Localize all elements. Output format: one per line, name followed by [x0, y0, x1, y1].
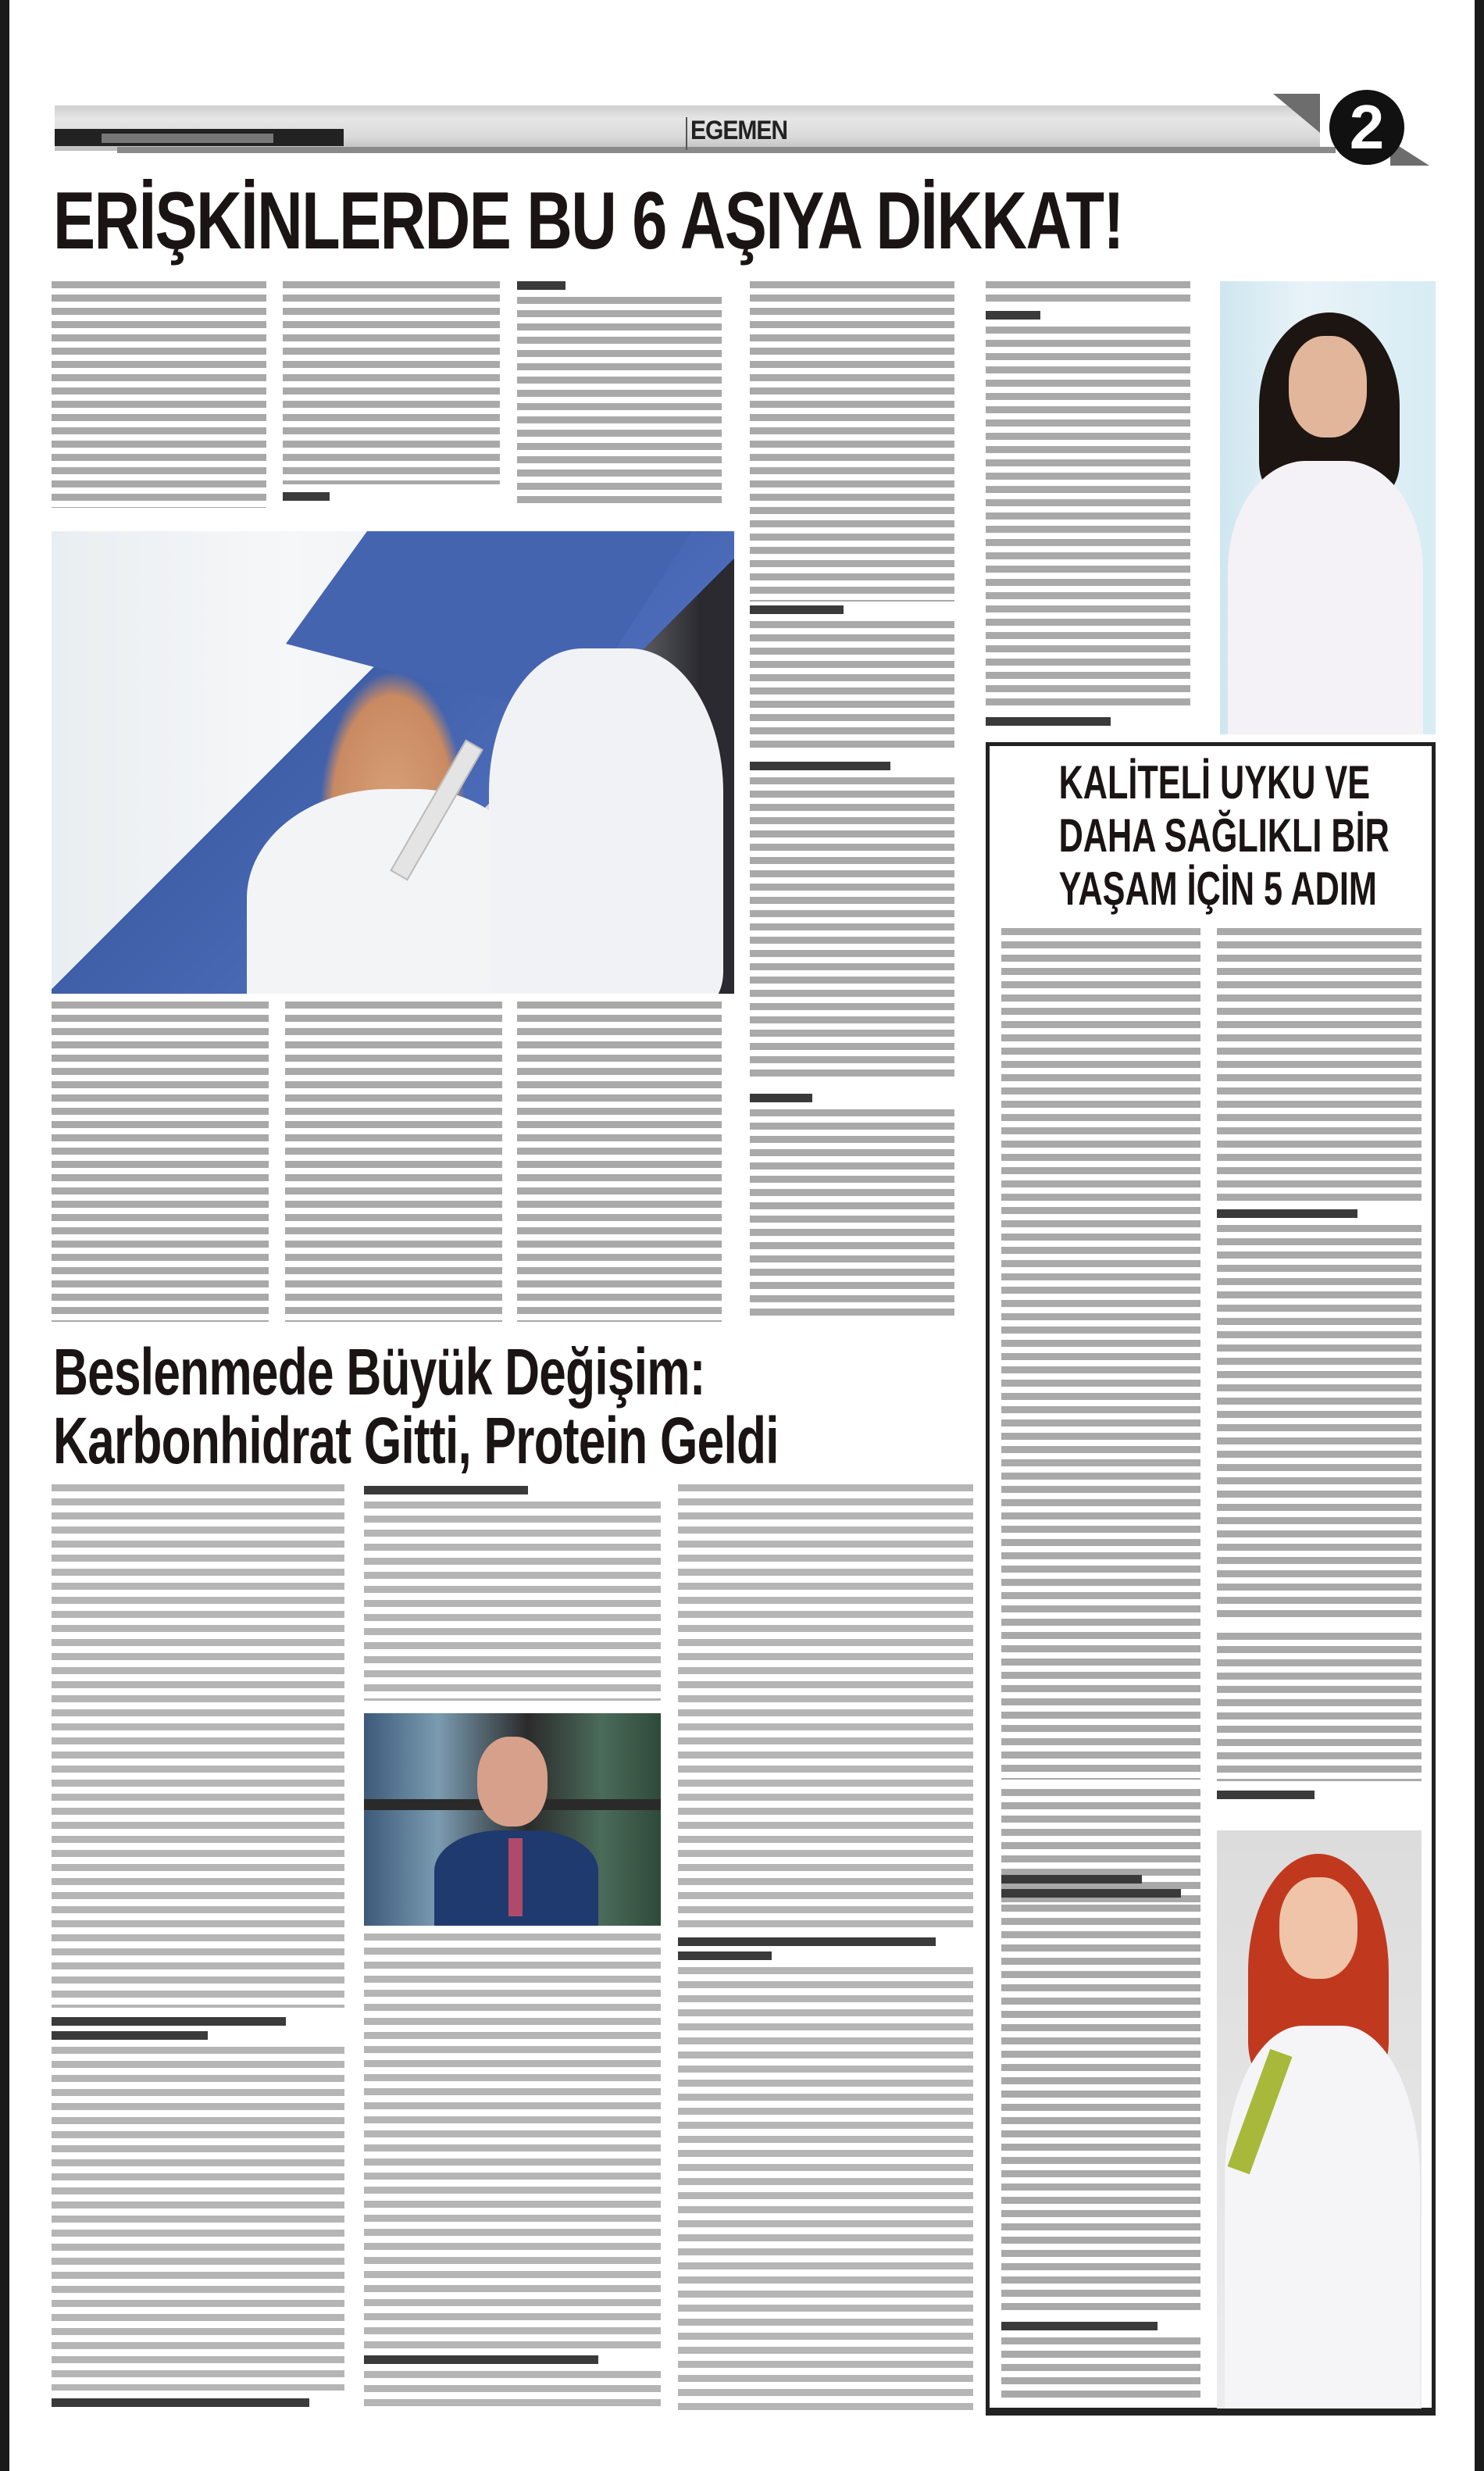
article-text-column	[364, 1934, 661, 2355]
article-subhead	[678, 1951, 772, 1960]
article-subhead	[750, 1094, 812, 1102]
date-strip	[55, 129, 344, 146]
article-text-column	[52, 281, 266, 508]
photo-detail	[1279, 1877, 1357, 1979]
doctor-photo	[1220, 281, 1436, 734]
headline-line: DAHA SAĞLIKLI BİR	[1058, 809, 1389, 862]
article-subhead	[52, 2031, 208, 2040]
article-headline	[53, 1335, 779, 1477]
header-band-shadow	[117, 147, 1336, 153]
article-text-column	[1217, 1225, 1422, 1623]
article-text-column	[678, 1484, 973, 1930]
header-wedge	[1273, 94, 1320, 133]
headline-line: YAŞAM İÇİN 5 ADIM	[1058, 862, 1377, 915]
article-subhead	[750, 762, 890, 770]
masthead: EGEMEN	[690, 116, 788, 145]
headline-line: Beslenmede Büyük Değişim:	[53, 1335, 705, 1409]
article-text-column	[750, 621, 954, 754]
article-text-column	[1001, 2337, 1200, 2400]
article-text-column	[750, 777, 954, 1082]
article-subhead	[1001, 1875, 1142, 1884]
article-subhead	[1217, 1209, 1357, 1218]
article-text-column	[986, 281, 1190, 305]
header-divider	[686, 117, 687, 150]
article-subhead	[52, 2017, 286, 2026]
page-border-right	[1475, 0, 1484, 2471]
article-text-column	[517, 297, 722, 508]
professor-photo	[364, 1713, 661, 1926]
article-text-column	[517, 1002, 722, 1322]
headline-line: Karbonhidrat Gitti, Protein Geldi	[53, 1404, 779, 1477]
article-text-column	[364, 1502, 661, 1701]
vaccine-photo	[52, 531, 734, 994]
article-subhead	[1001, 1889, 1181, 1898]
article-text-column	[283, 281, 500, 484]
article-subhead	[52, 2398, 309, 2407]
article-text-column	[678, 1967, 973, 2412]
article-subhead	[986, 311, 1040, 320]
article-subhead	[364, 2355, 598, 2364]
date-text-illegible	[102, 134, 273, 143]
article-text-column	[52, 1484, 344, 2008]
article-subhead	[750, 605, 844, 614]
article-subhead	[1001, 2322, 1158, 2330]
article-subhead	[678, 1937, 936, 1946]
page-number-badge: 2	[1329, 90, 1404, 165]
photo-detail	[1225, 2026, 1420, 2409]
doctor-photo	[1217, 1830, 1422, 2409]
sidebar-headline	[1058, 756, 1389, 916]
article-text-column	[364, 2371, 661, 2410]
article-subhead	[517, 281, 565, 290]
article-headline: ERİŞKİNLERDE BU 6 AŞIYA DİKKAT!	[53, 176, 1123, 266]
article-text-column	[1001, 928, 1200, 1780]
article-text-column	[52, 2047, 344, 2391]
article-byline	[986, 717, 1111, 726]
photo-detail	[1228, 461, 1423, 734]
headline-line: KALİTELİ UYKU VE	[1058, 756, 1371, 809]
photo-detail	[1289, 336, 1367, 437]
article-text-column	[1217, 928, 1422, 1202]
page-border-left	[0, 0, 9, 2471]
article-text-column	[285, 1002, 502, 1322]
article-text-column	[52, 1002, 269, 1322]
article-text-column	[1001, 1905, 1200, 2315]
article-text-column	[750, 1109, 954, 1320]
article-byline	[1217, 1791, 1315, 1799]
article-text-column	[750, 281, 954, 602]
photo-detail	[508, 1838, 523, 1916]
photo-detail	[489, 648, 723, 994]
article-text-column	[986, 327, 1190, 709]
article-subhead	[283, 492, 330, 501]
photo-detail	[247, 789, 528, 994]
photo-detail	[477, 1737, 548, 1826]
article-text-column	[1217, 1633, 1422, 1781]
article-subhead	[364, 1486, 528, 1494]
